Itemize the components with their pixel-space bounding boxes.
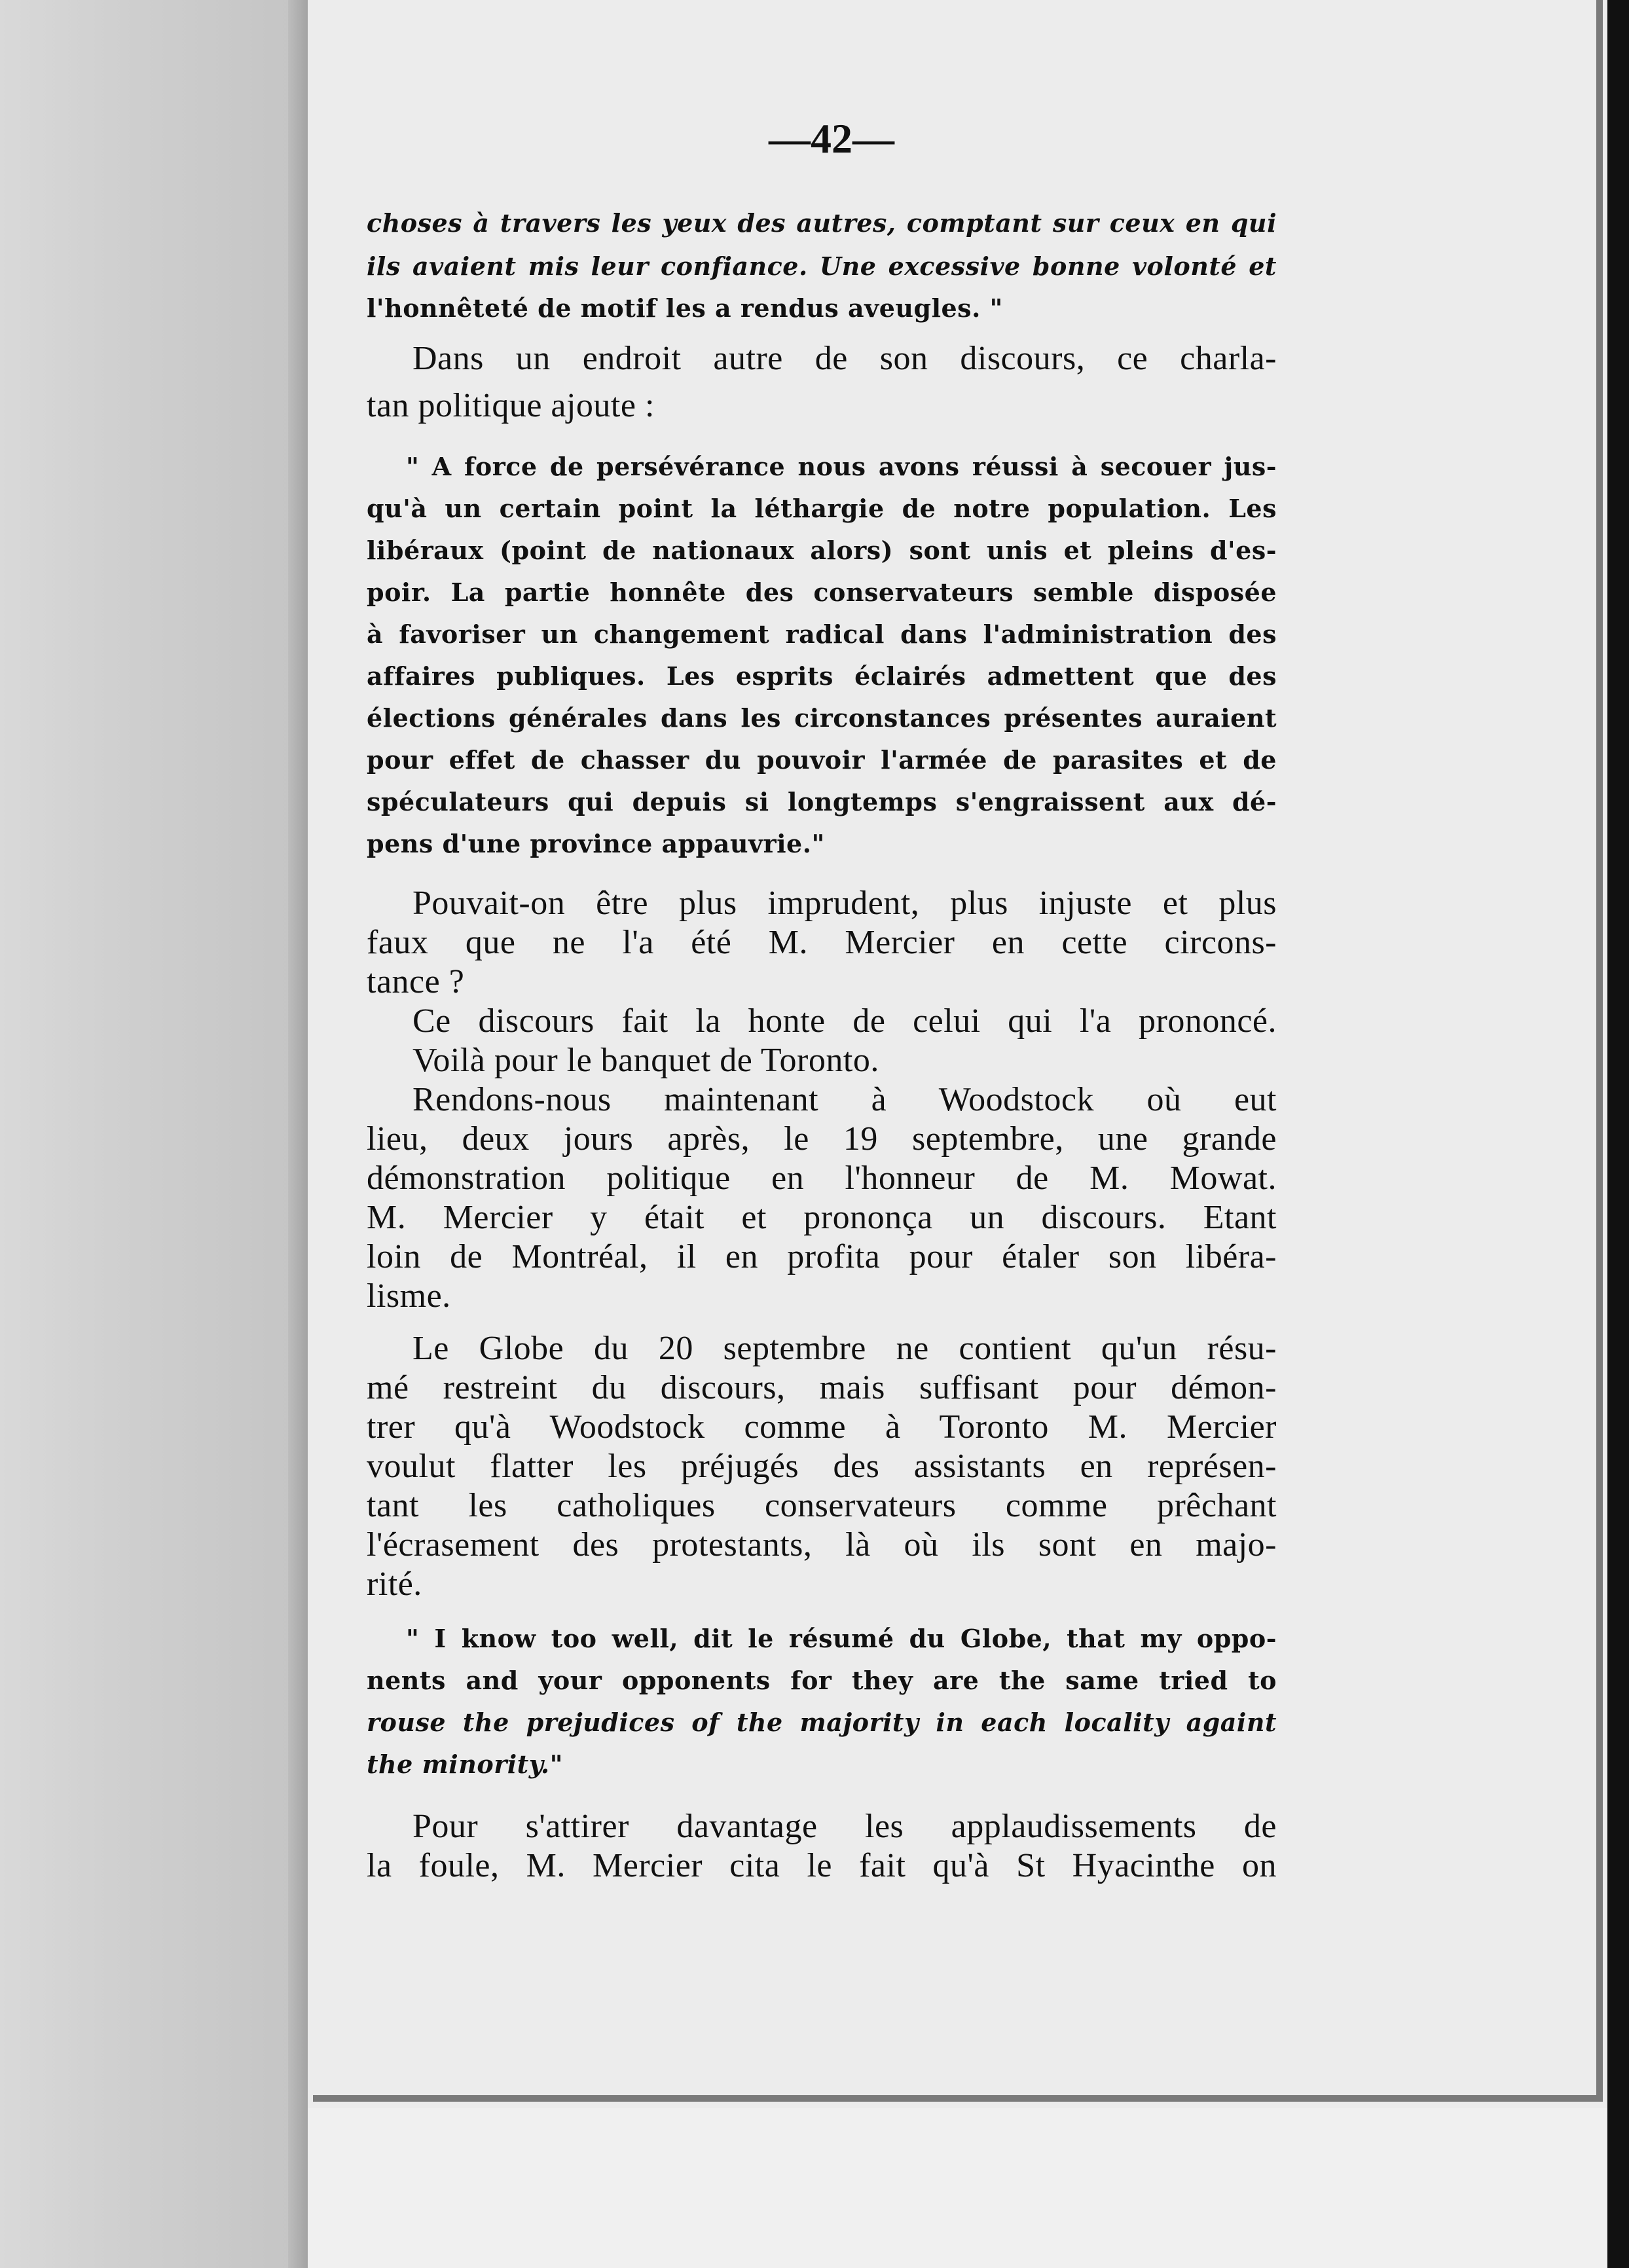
text-line: Ce discours fait la honte de celui qui l'a prononcé.: [412, 1002, 1277, 1040]
text-line: Rendons-nous maintenant à Woodstock où eut: [412, 1081, 1277, 1118]
text-line: choses à travers les yeux des autres, comptant sur ceux en qui: [367, 208, 1277, 238]
text-line: Le Globe du 20 septembre ne contient qu'un résu-: [412, 1330, 1277, 1367]
text-line: à favoriser un changement radical dans l'administration des: [367, 619, 1277, 649]
text-line: pens d'une province appauvrie.": [367, 829, 825, 858]
text-line: la foule, M. Mercier cita le fait qu'à St Hyacinthe on: [367, 1847, 1277, 1884]
text-line: " A force de persévérance nous avons réussi à secouer jus-: [406, 452, 1277, 481]
text-line: Voilà pour le banquet de Toronto.: [412, 1042, 879, 1079]
text-line: " I know too well, dit le résumé du Globe, that my oppo-: [406, 1624, 1277, 1653]
text-line: the minority.": [367, 1749, 563, 1779]
text-line: élections générales dans les circonstances présentes auraient: [367, 703, 1277, 733]
text-line: tance ?: [367, 963, 465, 1000]
text-line: libéraux (point de nationaux alors) sont unis et pleins d'es-: [367, 536, 1277, 565]
text-line: rité.: [367, 1565, 422, 1603]
text-line: spéculateurs qui depuis si longtemps s'engraissent aux dé-: [367, 787, 1277, 816]
text-line: ils avaient mis leur confiance. Une excessive bonne volonté et: [367, 251, 1277, 281]
text-line: affaires publiques. Les esprits éclairés admettent que des: [367, 661, 1277, 691]
text-line: trer qu'à Woodstock comme à Toronto M. Mercier: [367, 1408, 1277, 1446]
text-line: pour effet de chasser du pouvoir l'armée de parasites et de: [367, 745, 1277, 775]
text-line: voulut flatter les préjugés des assistants en représen-: [367, 1448, 1277, 1485]
text-line: démonstration politique en l'honneur de M. Mowat.: [367, 1160, 1277, 1197]
text-line: lisme.: [367, 1277, 451, 1315]
text-line: lieu, deux jours après, le 19 septembre, une grande: [367, 1120, 1277, 1158]
text-line: M. Mercier y était et prononça un discours. Etant: [367, 1199, 1277, 1236]
text-line: loin de Montréal, il en profita pour étaler son libéra-: [367, 1238, 1277, 1275]
text-line: tant les catholiques conservateurs comme prêchant: [367, 1487, 1277, 1524]
text-line: qu'à un certain point la léthargie de notre population. Les: [367, 494, 1277, 523]
scan-background-right: [1607, 0, 1629, 2268]
text-line: Pour s'attirer davantage les applaudissements de: [412, 1808, 1277, 1845]
text-line: l'écrasement des protestants, là où ils sont en majo-: [367, 1526, 1277, 1564]
scan-background-left: [0, 0, 308, 2268]
text-line: mé restreint du discours, mais suffisant pour démon-: [367, 1369, 1277, 1406]
text-line: nents and your opponents for they are the same tried to: [367, 1666, 1277, 1695]
page-number: —42—: [769, 115, 894, 162]
text-line: Pouvait-on être plus imprudent, plus injuste et plus: [412, 885, 1277, 922]
text-line: rouse the prejudices of the majority in each locality againt: [367, 1708, 1277, 1737]
text-line: tan politique ajoute :: [367, 387, 655, 424]
text-line: Dans un endroit autre de son discours, ce charla-: [412, 340, 1277, 377]
page-bottom-margin: [308, 2108, 1607, 2268]
text-line: l'honnêteté de motif les a rendus aveugles. ": [367, 293, 1003, 323]
text-line: faux que ne l'a été M. Mercier en cette circons-: [367, 924, 1277, 961]
text-line: poir. La partie honnête des conservateurs semble disposée: [367, 577, 1277, 607]
